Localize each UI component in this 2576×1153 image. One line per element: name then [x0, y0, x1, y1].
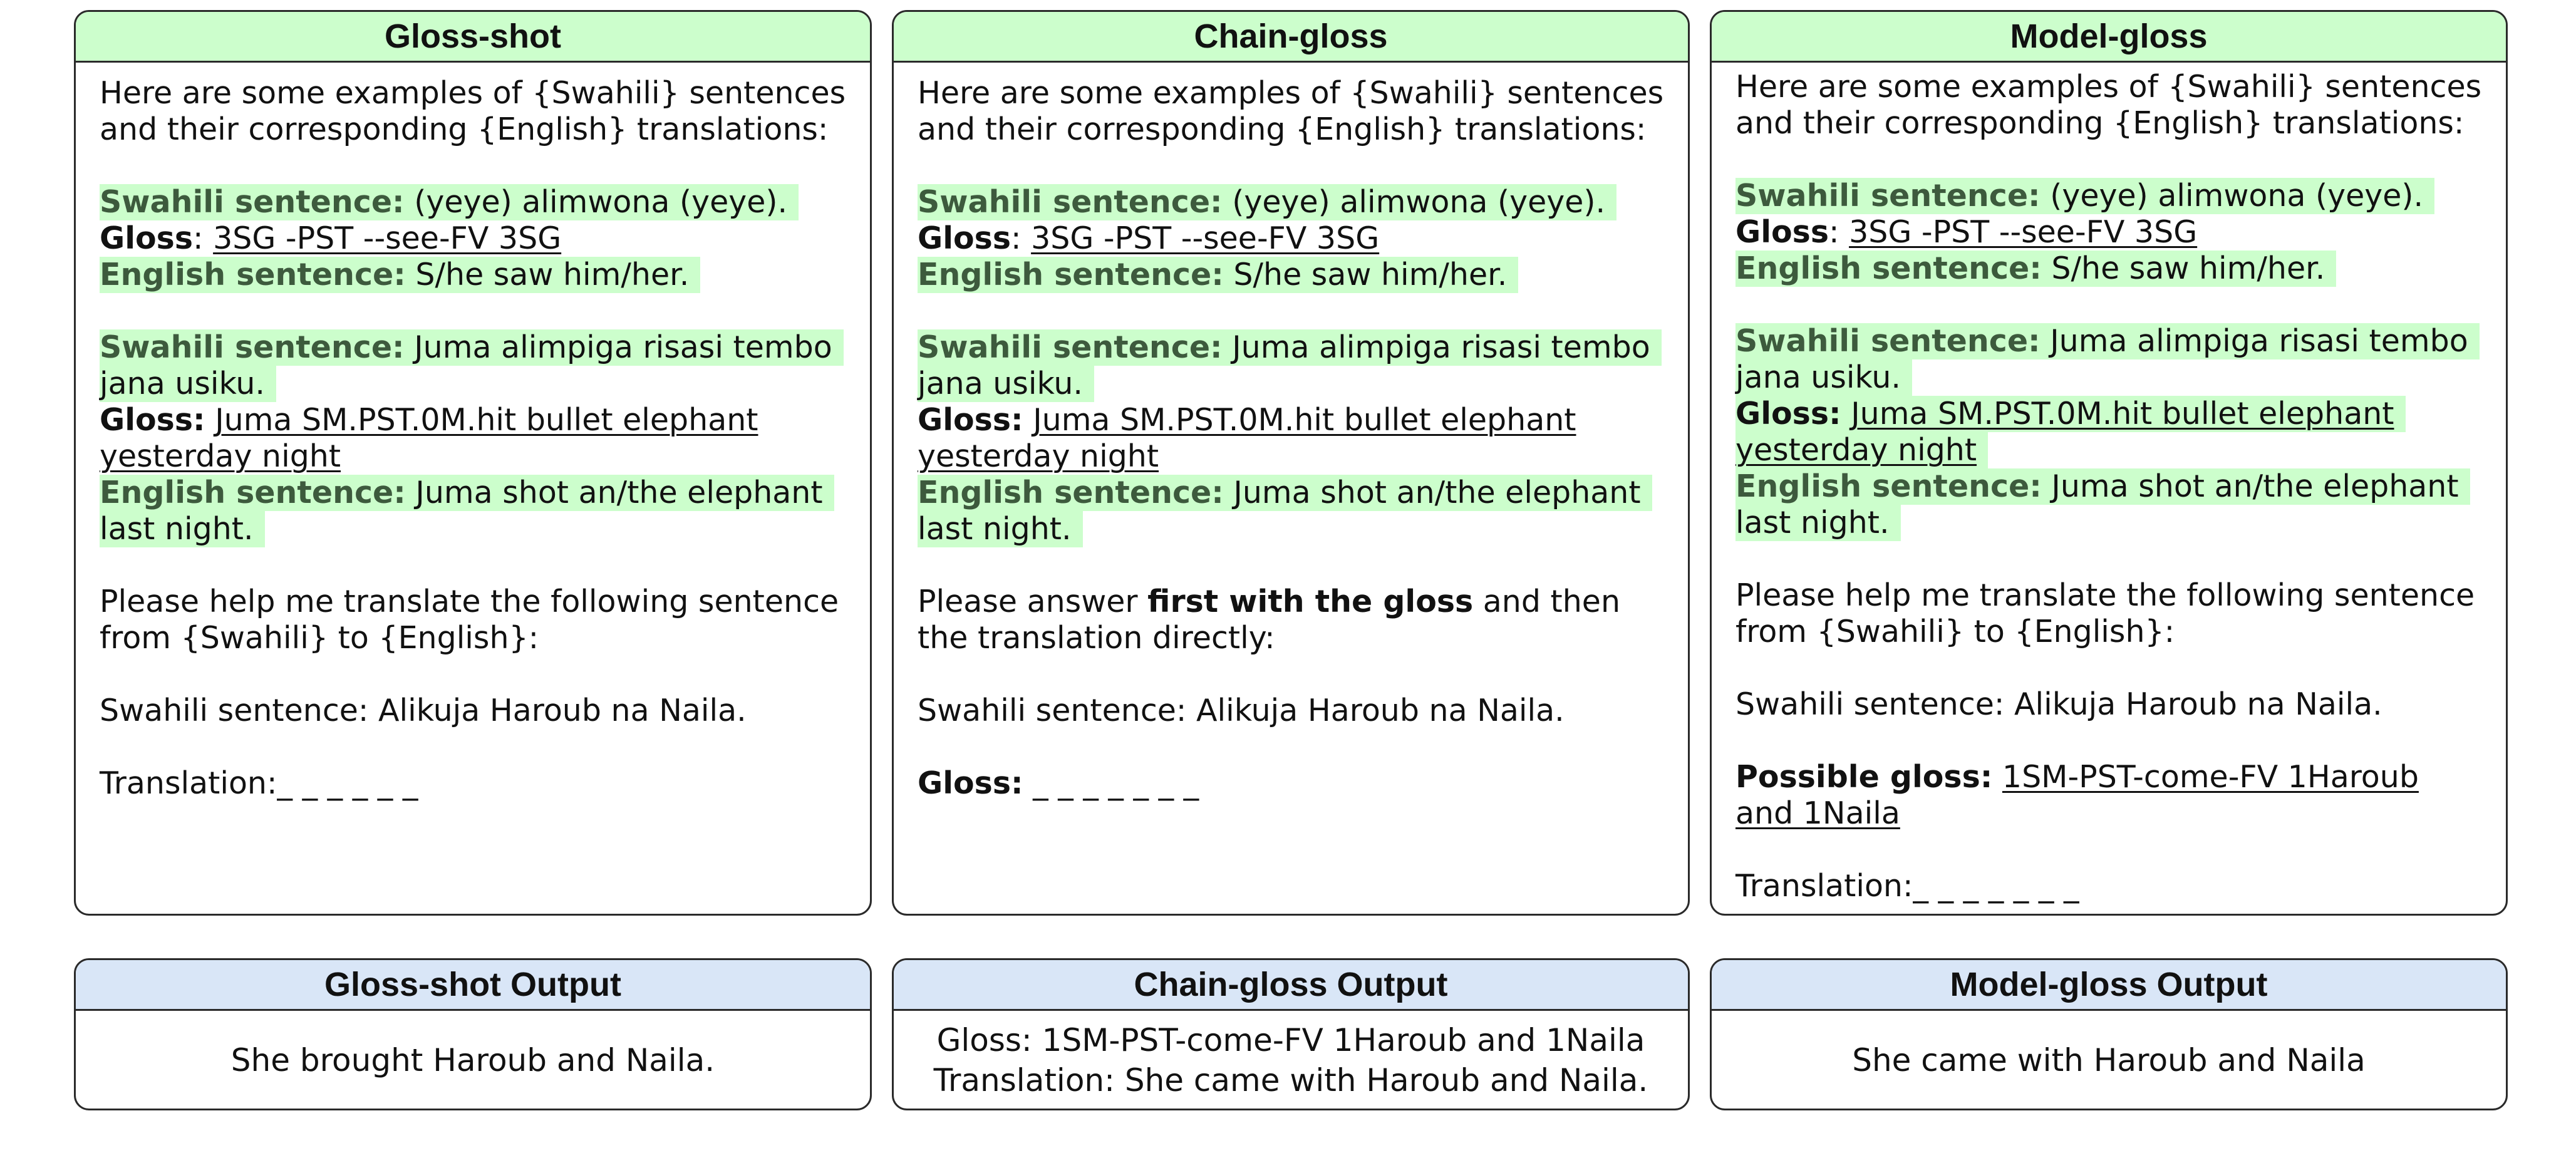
request-text: and then: [1473, 584, 1620, 619]
intro-line: Here are some examples of {Swahili} sentences: [100, 75, 846, 111]
possible-gloss-text: 1SM-PST-come-FV 1Haroub: [2002, 759, 2419, 795]
example-2: [918, 329, 1664, 547]
gloss-blank: _ _ _ _ _ _ _: [1023, 765, 1199, 801]
source-sentence: Swahili sentence: Alikuja Haroub na Naila.: [1735, 686, 2382, 722]
swahili-label: Swahili sentence:: [100, 184, 405, 220]
output-text: [1712, 1011, 2506, 1110]
gloss-text: yesterday night: [100, 438, 341, 474]
intro-line: and their corresponding {English} translations:: [918, 111, 1647, 147]
english-text: Juma shot an/the elephant: [1223, 475, 1641, 510]
swahili-text: jana usiku.: [1735, 359, 1912, 396]
example-2: [100, 329, 846, 547]
gloss-separator: :: [1829, 214, 1849, 250]
gloss-label: Gloss: [918, 220, 1011, 256]
request-line: from {Swahili} to {English}:: [100, 620, 539, 656]
gloss-label: Gloss: [100, 220, 194, 256]
english-text: Juma shot an/the elephant: [2041, 468, 2459, 504]
output-title: Model-gloss Output: [1712, 960, 2506, 1011]
gloss-label: Gloss:: [1735, 396, 1841, 432]
english-label: English sentence:: [100, 257, 406, 292]
gloss-separator: :: [193, 220, 214, 256]
model-gloss-panel: [1710, 10, 2508, 916]
example-1: [100, 184, 846, 293]
gloss-text: 3SG -PST --see-FV 3SG: [1849, 214, 2198, 250]
gloss-separator: :: [1011, 220, 1032, 256]
intro-line: and their corresponding {English} translations:: [1735, 105, 2465, 141]
panel-title: Model-gloss: [1712, 12, 2506, 63]
swahili-text: Juma alimpiga risasi tembo: [1222, 329, 1650, 365]
swahili-label: Swahili sentence:: [1735, 178, 2041, 214]
english-text: Juma shot an/the elephant: [405, 475, 823, 510]
example-1: [1735, 178, 2482, 287]
swahili-text: (yeye) alimwona (yeye).: [2040, 178, 2424, 214]
example-1: [918, 184, 1664, 293]
gloss-text: yesterday night: [1735, 432, 1977, 468]
intro-line: Here are some examples of {Swahili} sentences: [918, 75, 1664, 111]
chain-gloss-output-panel: [892, 958, 1690, 1110]
swahili-text: jana usiku.: [918, 366, 1094, 402]
swahili-text: jana usiku.: [100, 366, 276, 402]
output-line: She came with Haroub and Naila: [1852, 1042, 2366, 1078]
chain-gloss-panel: [892, 10, 1690, 916]
swahili-text: (yeye) alimwona (yeye).: [404, 184, 788, 220]
output-text: [76, 1011, 870, 1110]
english-label: English sentence:: [918, 257, 1224, 292]
swahili-label: Swahili sentence:: [1735, 323, 2041, 359]
prompt-text: [76, 63, 870, 802]
gloss-text: Juma SM.PST.0M.hit bullet elephant: [215, 402, 758, 438]
prompt-text: [894, 63, 1688, 802]
english-text: last night.: [100, 511, 265, 547]
output-title: Chain-gloss Output: [894, 960, 1688, 1011]
request-line: the translation directly:: [918, 620, 1275, 656]
request-emphasis: first with the gloss: [1147, 584, 1474, 619]
english-text: S/he saw him/her.: [2041, 251, 2325, 286]
panel-title: Chain-gloss: [894, 12, 1688, 63]
source-sentence: Swahili sentence: Alikuja Haroub na Naila.: [100, 693, 747, 728]
swahili-text: Juma alimpiga risasi tembo: [404, 329, 832, 365]
prompt-text: [1712, 63, 2506, 904]
english-label: English sentence:: [100, 475, 406, 510]
possible-gloss-label: Possible gloss:: [1735, 759, 1993, 795]
gloss-text: Juma SM.PST.0M.hit bullet elephant: [1851, 396, 2394, 432]
english-label: English sentence:: [1735, 251, 2042, 286]
request-line: from {Swahili} to {English}:: [1735, 614, 2175, 649]
swahili-label: Swahili sentence:: [100, 329, 405, 365]
swahili-label: Swahili sentence:: [918, 184, 1223, 220]
output-line: Gloss: 1SM-PST-come-FV 1Haroub and 1Naila: [936, 1022, 1645, 1058]
request-line: Please help me translate the following sentence: [100, 584, 839, 619]
example-2: [1735, 323, 2482, 541]
gloss-text: 3SG -PST --see-FV 3SG: [213, 220, 562, 256]
possible-gloss-text: and 1Naila: [1735, 795, 1900, 831]
english-text: last night.: [918, 511, 1083, 547]
request-text: Please answer: [918, 584, 1148, 619]
source-sentence: Swahili sentence: Alikuja Haroub na Naila.: [918, 693, 1565, 728]
english-label: English sentence:: [918, 475, 1224, 510]
gloss-shot-panel: [74, 10, 872, 916]
english-text: S/he saw him/her.: [405, 257, 690, 292]
gloss-label: Gloss: [1735, 214, 1829, 250]
gloss-label: Gloss:: [100, 402, 205, 438]
swahili-text: (yeye) alimwona (yeye).: [1222, 184, 1606, 220]
swahili-label: Swahili sentence:: [918, 329, 1223, 365]
english-label: English sentence:: [1735, 468, 2042, 504]
english-text: last night.: [1735, 505, 1901, 541]
gloss-label: Gloss:: [918, 765, 1023, 801]
intro-line: Here are some examples of {Swahili} sentences: [1735, 69, 2482, 105]
english-text: S/he saw him/her.: [1223, 257, 1508, 292]
gloss-label: Gloss:: [918, 402, 1023, 438]
swahili-text: Juma alimpiga risasi tembo: [2040, 323, 2468, 359]
output-line: She brought Haroub and Naila.: [230, 1042, 715, 1078]
gloss-shot-output-panel: [74, 958, 872, 1110]
panel-title: Gloss-shot: [76, 12, 870, 63]
request-line: Please help me translate the following sentence: [1735, 577, 2475, 613]
gloss-text: 3SG -PST --see-FV 3SG: [1031, 220, 1380, 256]
output-line: Translation: She came with Haroub and Naila.: [933, 1062, 1648, 1099]
gloss-text: Juma SM.PST.0M.hit bullet elephant: [1033, 402, 1576, 438]
translation-blank: Translation:_ _ _ _ _ _ _: [1735, 868, 2079, 904]
output-text: [894, 1011, 1688, 1110]
intro-line: and their corresponding {English} translations:: [100, 111, 829, 147]
model-gloss-output-panel: [1710, 958, 2508, 1110]
translation-blank: Translation:_ _ _ _ _ _: [100, 765, 418, 801]
gloss-text: yesterday night: [918, 438, 1159, 474]
output-title: Gloss-shot Output: [76, 960, 870, 1011]
